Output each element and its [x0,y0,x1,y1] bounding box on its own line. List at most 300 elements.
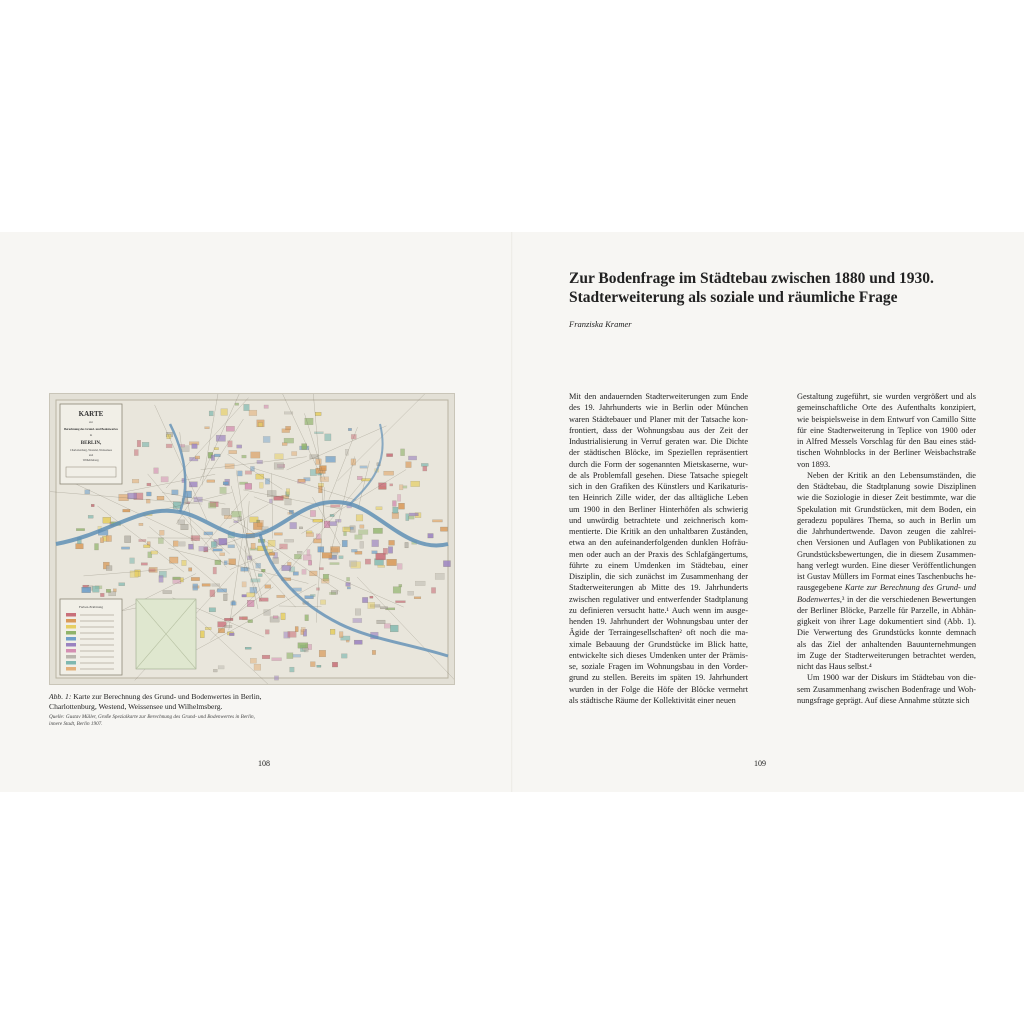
book-spread [0,232,1024,792]
map-block [360,525,364,528]
map-block [315,412,321,415]
map-title-text: Wilhelmsberg. [82,459,100,462]
body-text-line: rausgegebene Karte zur Berechnung des Grund- und [797,583,976,593]
page-number-left: 108 [258,759,270,768]
body-text-line: hang verlegt wurden. Eine dieser Veröffentlichungen [797,560,976,570]
map-block [435,573,444,579]
map-block [273,616,278,619]
body-text-line: Um 1900 war der Diskurs im Städtebau von die- [807,673,976,683]
map-block [329,592,336,594]
map-block [399,503,405,509]
map-block [290,667,295,672]
map-block [224,594,228,601]
map-title-text: Berechnung des Grund- und Bodenwertes [64,427,118,431]
map-block [76,544,84,549]
map-block [257,460,263,464]
map-block [205,627,211,630]
body-text-line: Grundstücksbewertungen, die in diesem Zusammen- [797,549,976,559]
map-block [106,536,111,542]
map-block [408,591,414,595]
caption-text: Karte zur Berechnung des Grund- und Bodenwertes in Berlin, Charlottenburg, Westend, Weissensee und Wilhelmsberg. [49,692,262,711]
map-block [245,471,252,475]
map-block [218,666,224,669]
map-block [205,427,210,429]
map-block [285,499,292,505]
map-block [213,669,217,672]
map-block [393,507,398,513]
map-block [357,476,362,480]
map-block [384,471,394,475]
map-block [173,541,178,547]
body-text-line: sem Zusammenhang zwischen Bodenfrage und Woh- [797,684,976,694]
body-text-line: führte zu einem Umdenken im Städtebau, einer [569,560,748,570]
body-text-line: und unwürdig betrachtete und zeichnerisch kom- [569,515,748,525]
map-block [76,529,84,531]
map-block [275,454,284,459]
map-block [393,587,401,594]
map-block [259,598,268,602]
map-figure [49,393,455,685]
map-block [220,487,227,493]
body-text-line: um 1900 in den Berliner Hinterhöfen als schwierig [569,504,748,514]
map-block [319,568,323,570]
map-block [390,484,393,486]
map-block [414,597,421,599]
map-block [209,608,216,612]
map-block [378,565,385,567]
body-text-line: wie die Soziologie in dieser Zeit bestimmte, war die [797,493,976,503]
map-block [274,463,284,470]
map-block [258,423,263,427]
map-block [377,620,385,624]
map-block [250,658,256,663]
map-block [160,530,165,535]
map-block [343,527,351,532]
body-text-line: sich in den Grafiken des Künstlers und Karikaturis- [569,482,748,491]
body-text-line: für eine Stadterweiterung in Teplice von 1900 oder [797,425,976,435]
map-block [139,539,146,541]
map-block [440,527,447,531]
map-block [157,496,164,500]
map-block [401,449,405,456]
map-block [299,527,302,529]
body-text-line: Spekulation mit Grundstücken, mit dem Boden, ein [797,504,976,514]
map-block [287,653,293,659]
body-text-line: durch die Form der sogenannten Mietskaserne, wur- [569,459,748,469]
map-block [154,468,159,474]
map-block [282,443,287,446]
map-block [320,466,327,471]
body-text-line: frontiert, dass der Wohnungsbau aus der Zeit der [569,425,748,435]
body-text-line: Die Verwertung des Grundstücks konnte demnach [797,628,976,638]
map-block [339,632,343,638]
map-block [199,546,208,551]
body-column-2 [797,391,976,706]
map-block [293,572,298,576]
map-block [353,618,362,622]
map-block [284,438,294,443]
body-text-line: zu definieren versucht hatte.¹ Auch wenn im ausge- [569,605,748,615]
map-block [263,436,270,442]
article-author: Franziska Kramer [569,319,632,329]
body-text-line: Neben der Kritik an den Lebensumständen, die [807,470,976,480]
map-block [274,676,278,680]
map-block [360,466,368,468]
map-block [356,515,363,521]
map-block [372,650,376,654]
figure-label: Abb. 1: [49,692,72,701]
map-block [173,577,181,580]
body-text-line: geradezu populäres Thema, so auch in Berlin um [797,515,976,525]
map-block [317,665,321,667]
body-text-line: wurden in der Folge die Höfe der Blöcke vermehrt [569,684,748,694]
body-text-line: se, soziale Fragen im Wohnungsbau in den Vorder- [569,662,748,671]
map-block [408,456,416,460]
map-block [244,404,250,410]
map-block [433,520,443,522]
body-text-line: ten Heinrich Zille wider, der das alltägliche Leben [569,493,748,503]
map-block [301,627,305,631]
map-legend-swatch [66,667,76,671]
map-block [170,557,179,563]
map-block [351,549,357,552]
map-block [305,615,309,621]
map-block [431,588,435,594]
map-title-text: BERLIN, [80,441,102,446]
map-block [443,561,450,567]
map-title-text: zur [89,420,93,424]
figure-caption [49,692,264,711]
map-block [408,516,414,519]
map-block [237,445,242,448]
map-block [319,650,326,657]
map-block [147,492,152,496]
body-text-line: etwa an den aufeinanderfolgenden dunklen Hofräu- [569,538,748,548]
map-block [272,658,282,661]
map-block [134,450,138,456]
map-title-text: in [89,433,93,437]
map-block [242,595,246,598]
body-text-line: Disziplin, die sich zunächst im Zusammenhang der [569,572,748,581]
map-block [347,587,350,589]
body-text-line: Industrialisierung in Verruf geraten war. Die Dichte [569,437,748,446]
map-block [231,602,236,606]
map-block [297,551,302,553]
map-block [290,522,297,529]
map-title-text: und [88,454,94,457]
map-block [222,508,230,515]
body-text-line: de als Problemfall gesehen. Diese Tatsache spiegelt [569,470,748,480]
map-block [298,643,308,649]
map-block [216,435,225,441]
map-block [141,563,147,566]
map-block [238,471,243,476]
map-block [295,627,298,632]
map-block [249,410,257,416]
map-block [310,469,317,475]
map-block [181,524,188,530]
map-block [286,426,291,430]
map-block [403,486,407,489]
map-block [415,581,425,586]
map-block [256,563,261,568]
map-block [288,631,297,637]
body-column-1 [569,391,748,706]
berlin-map-image [50,394,454,684]
map-block [259,482,263,488]
map-block [361,479,370,482]
map-block [305,596,314,599]
map-block [349,561,356,567]
body-text-line: gemeinschaftliche Orte des Aufenthalts konzipiert, [797,403,976,413]
map-block [307,550,310,556]
map-block [106,566,112,571]
map-block [316,459,322,465]
map-block [302,648,308,650]
map-legend-swatch [66,619,76,623]
map-block [322,553,332,559]
body-text-line: waren Städtebauer und Planer mit der Tatsache kon- [569,414,748,424]
map-block [423,466,427,471]
map-block [388,547,392,554]
map-block [139,523,143,525]
body-text-line: nicht das Haus selbst.⁴ [797,662,872,671]
map-legend-swatch [66,613,76,617]
map-block [226,426,234,431]
body-text-line: im Zuge der Stadterweiterungen betrachtet werden, [797,650,976,660]
book-gutter [511,232,513,792]
map-block [362,597,368,602]
map-block [91,504,94,506]
map-block [192,444,198,449]
body-text-line: als das Ziel der anhaltenden Bauunternehmungen [797,639,976,649]
body-text-line: henden 19. Jahrhundert der Wohnungsbau unter der [569,617,748,626]
map-block [406,462,412,468]
body-text-line: mentierte. Die Kritik an den unhaltbaren Zuständen, [569,527,748,536]
map-block [137,440,141,447]
map-block [173,502,181,509]
map-block [399,485,403,490]
map-block [284,539,293,542]
map-block [242,582,246,587]
title-line: Stadterweiterung als soziale und räumliche Frage [569,289,898,306]
map-block [189,568,192,572]
map-block [132,479,139,483]
map-block [121,547,129,549]
map-block [277,595,285,598]
map-block [254,664,261,670]
map-block [130,558,135,564]
map-block [267,491,276,497]
map-block [88,515,93,518]
body-text-line: Mit den andauernden Stadterweiterungen zum Ende [569,392,748,401]
body-text-line: nungsfrage geprägt. Auf diese Annahme stützte sich [797,695,970,705]
body-text-line: grund zu stellen. Bereits im späten 19. Jahrhundert [569,673,748,683]
map-block [82,587,91,593]
map-block [396,601,406,603]
body-text-line: in Alfred Messels Vorschlag für den Bau eines städ- [797,437,976,446]
map-block [191,577,200,580]
map-block [147,483,151,486]
map-block [355,609,361,615]
map-block [292,452,297,456]
map-legend-title: Farben-Erklärung [78,605,104,609]
map-block [302,444,307,450]
map-block [228,545,235,548]
map-block [330,629,335,634]
map-block [172,490,179,495]
map-block [229,450,237,453]
map-block [207,480,215,483]
map-block [332,662,337,667]
map-block [251,452,260,458]
map-block [368,602,375,608]
body-text-line: den Städtebau, die Stadtplanung sowie Disziplinen [797,482,976,491]
map-block [393,501,397,507]
map-block [354,640,362,644]
map-block [306,533,314,537]
map-block [200,631,204,638]
body-text-line: Stadterweiterungen ab Mitte des 19. Jahrhunderts [569,583,748,593]
map-block [360,541,364,548]
map-block [264,405,268,408]
map-block [314,432,323,434]
body-text-line: der städtischen Blöcke, im Speziellen repräsentiert [569,448,748,458]
map-legend-swatch [66,661,76,665]
map-block [321,579,329,584]
map-block [310,662,315,667]
map-block [287,562,291,565]
map-block [258,574,262,577]
map-block [125,536,131,543]
map-block [387,454,393,457]
article-title [569,269,989,307]
body-text-line: tischen Wohnblocks in der Berliner Weisbachstraße [797,448,976,458]
map-block [247,600,254,607]
body-text-line: Gestaltung zugeführt, sie wurden vergrößert und als [797,392,976,401]
map-block [376,507,382,510]
map-block [330,563,339,565]
map-legend-swatch [66,643,76,647]
map-block [213,549,223,551]
body-text-line: ximale Bebauung der Grundstücke im Blick hatte, [569,639,748,649]
map-block [235,403,239,405]
map-legend-swatch [66,625,76,629]
map-block [100,593,104,597]
map-block [372,551,377,554]
body-text-line: wie beispielsweise in dem Entwurf von Camillo Sitte [797,414,976,424]
map-block [228,441,233,447]
body-text-line: zwischen regulativer und entwerfender Stadtplanung [569,594,748,604]
body-text-line: chen Versionen und Auflagen von Publikationen zu [797,538,976,548]
map-block [405,542,408,548]
map-block [370,596,373,598]
map-block [209,411,213,416]
map-block [193,584,198,590]
figure-source: Quelle: Gustav Müller, Große Spezialkarte zur Berechnung des Grund- und Bodenwertes in Berlin, innere Stadt, Berlin 1907. [49,714,255,727]
map-block [262,655,270,659]
body-text-line: gigkeit von ihrer Lage dokumentiert sind (Abb. 1). [797,617,976,626]
map-block [245,483,252,489]
map-block [179,542,185,546]
body-text-line: ist Gustav Müllers im Format eines Taschenbuchs he- [797,572,976,581]
map-block [428,534,434,539]
map-block [166,444,172,448]
map-block [93,586,100,592]
map-block [308,560,311,565]
map-block [221,409,228,416]
map-legend-swatch [66,649,76,653]
map-block [213,567,217,574]
map-block [219,538,228,545]
map-block [123,509,130,512]
map-block [268,540,275,546]
title-line: Zur Bodenfrage im Städtebau zwischen 1880 und 1930. [569,270,934,287]
map-block [182,560,187,565]
body-text-line: entwickelte sich dieses Umdenken unter der Prämis- [569,650,748,660]
map-legend-swatch [66,631,76,635]
map-block [288,512,292,514]
map-block [245,647,251,649]
map-block [232,511,242,517]
map-block [265,585,271,588]
map-block [339,556,343,559]
map-block [409,513,418,516]
map-block [325,434,331,441]
map-block [265,479,270,485]
map-block [348,428,351,430]
map-block [95,544,99,551]
map-block [224,625,232,627]
body-text-line: des 19. Jahrhunderts wie in Berlin oder München [569,403,748,413]
map-block [302,569,306,574]
map-block [373,528,382,533]
map-block [224,515,231,519]
map-block [202,584,210,587]
map-block [379,483,387,490]
map-block [397,494,400,501]
map-block [161,477,168,482]
map-block [383,548,388,554]
page-number-right: 109 [754,759,766,768]
map-block [281,613,285,620]
body-text-line: Bodenwertes,³ in der die verschiedenen Bewertungen [797,594,976,604]
map-block [159,576,163,583]
map-block [342,540,347,547]
map-block [389,540,395,545]
map-block [189,544,194,549]
map-block [358,530,368,535]
map-block [387,559,397,565]
map-block [211,542,216,548]
map-block [103,517,111,523]
map-block [346,583,351,587]
map-block [390,625,398,632]
map-legend-swatch [66,655,76,659]
map-title-text: KARTE [78,410,104,418]
map-block [397,564,402,570]
map-block [372,540,379,547]
map-block [195,456,200,459]
map-block [142,442,149,447]
map-block [384,624,390,629]
map-block [265,630,269,635]
map-block [178,520,185,525]
map-block [229,633,234,636]
map-block [355,535,363,540]
map-block [365,559,370,564]
map-block [100,538,103,543]
